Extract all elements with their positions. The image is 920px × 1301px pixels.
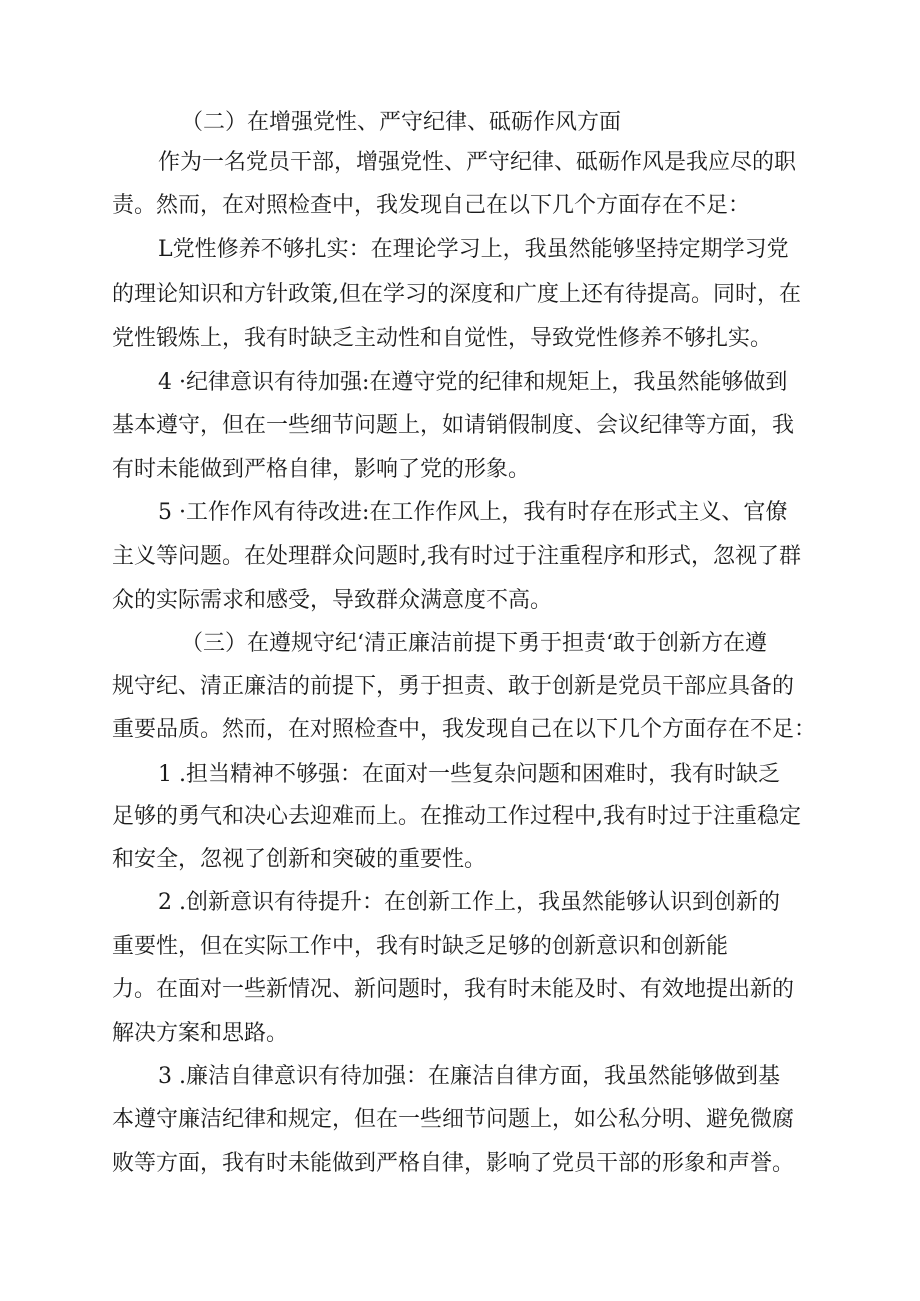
paragraph-line: 力。在面对一些新情况、新问题时，我有时未能及时、有效地提出新的 — [112, 977, 795, 1002]
paragraph-line: 3 .廉洁自律意识有待加强：在廉洁自律方面，我虽然能够做到基 — [158, 1064, 780, 1089]
paragraph-line: 5 ·工作作风有待改进:在工作作风上，我有时存在形式主义、官僚 — [158, 500, 788, 525]
paragraph-line: 和安全，忽视了创新和突破的重要性。 — [112, 847, 487, 872]
paragraph-line: 解决方案和思路。 — [112, 1021, 289, 1046]
section-heading-two: （二）在增强党性、严守纪律、砥砺作风方面 — [181, 110, 622, 135]
paragraph-line: 党性锻炼上，我有时缺乏主动性和自觉性，导致党性修养不够扎实。 — [112, 326, 773, 351]
paragraph-line: 责。然而，在对照检查中，我发现自己在以下几个方面存在不足： — [112, 193, 751, 218]
paragraph-line: 2 .创新意识有待提升：在创新工作上，我虽然能够认识到创新的 — [158, 890, 780, 915]
paragraph-line: 有时未能做到严格自律，影响了党的形象。 — [112, 457, 531, 482]
paragraph-line: 众的实际需求和感受，导致群众满意度不高。 — [112, 588, 553, 613]
paragraph-line: 的理论知识和方针政策,但在学习的深度和广度上还有待提高。同时，在 — [112, 282, 801, 307]
paragraph-line: 重要性，但在实际工作中，我有时缺乏足够的创新意识和创新能 — [112, 934, 729, 959]
paragraph-line: 基本遵守，但在一些细节问题上，如请销假制度、会议纪律等方面，我 — [112, 413, 795, 438]
paragraph-line: 足够的勇气和决心去迎难而上。在推动工作过程中,我有时过于注重稳定 — [112, 804, 801, 829]
paragraph-line: 败等方面，我有时未能做到严格自律，影响了党员干部的形象和声誉。 — [112, 1151, 795, 1176]
paragraph-line: 主义等问题。在处理群众问题时,我有时过于注重程序和形式，忽视了群 — [112, 544, 801, 569]
paragraph-line: 1 .担当精神不够强：在面对一些复杂问题和困难时，我有时缺乏 — [158, 762, 780, 787]
section-heading-three: （三）在遵规守纪‘清正廉洁前提下勇于担责‘敢于创新方在遵 — [181, 631, 767, 656]
paragraph-line: 重要品质。然而，在对照检查中，我发现自己在以下几个方面存在不足： — [112, 717, 817, 742]
paragraph-line: 规守纪、清正廉洁的前提下，勇于担责、敢于创新是党员干部应具备的 — [112, 674, 795, 699]
paragraph-line: L党性修养不够扎实：在理论学习上，我虽然能够坚持定期学习党 — [158, 237, 789, 262]
paragraph-line: 作为一名党员干部，增强党性、严守纪律、砥砺作风是我应尽的职 — [158, 150, 797, 175]
paragraph-line: 本遵守廉洁纪律和规定，但在一些细节问题上，如公私分明、避免微腐 — [112, 1107, 795, 1132]
paragraph-line: 4 ·纪律意识有待加强:在遵守党的纪律和规矩上，我虽然能够做到 — [158, 370, 788, 395]
